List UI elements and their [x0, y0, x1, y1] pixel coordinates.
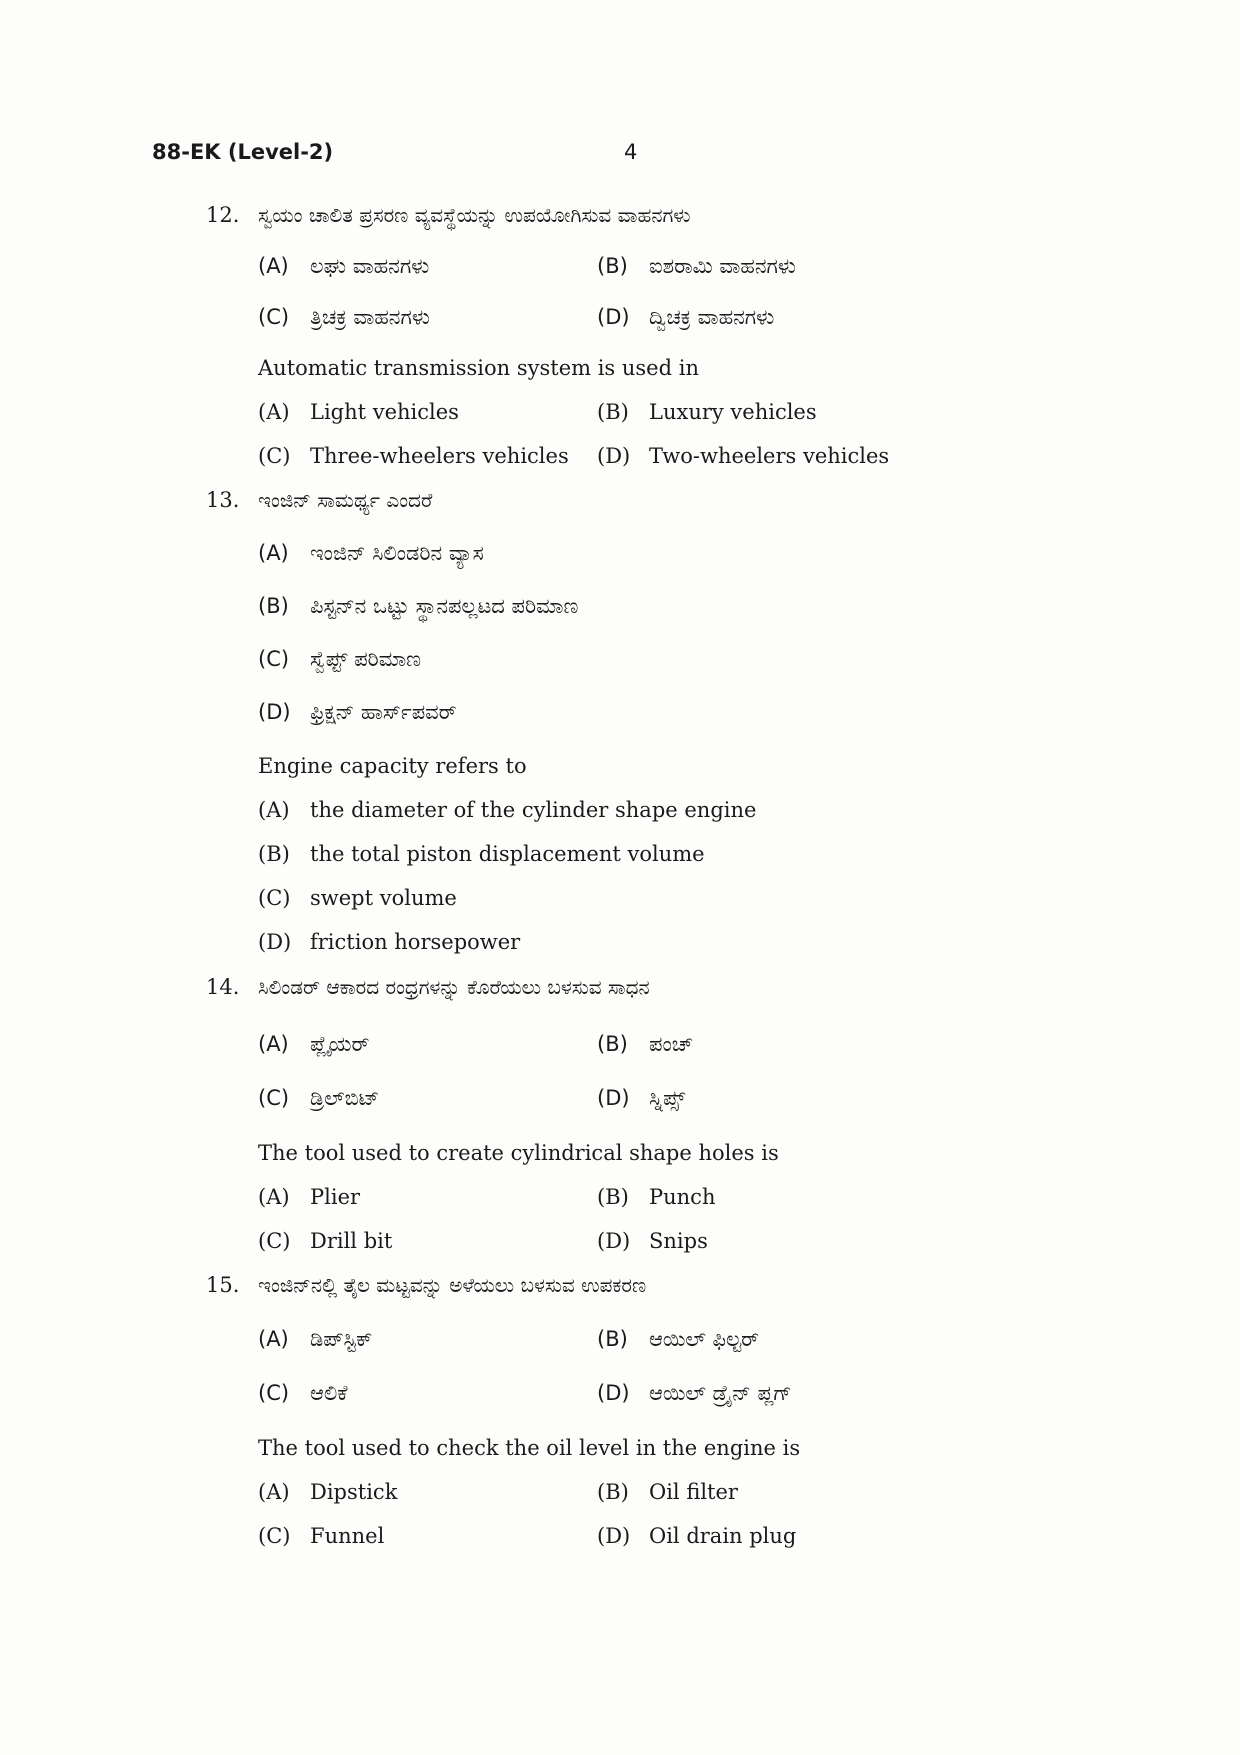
option-text: ಸ್ನಿಪ್ಸ್ [649, 1086, 686, 1110]
option-label: (B) [597, 1480, 629, 1504]
option-text: Punch [649, 1185, 716, 1209]
option-d-english [597, 444, 889, 468]
option-d-english [597, 1229, 708, 1253]
option-c-kannada [258, 647, 421, 672]
option-text: swept volume [310, 886, 457, 910]
option-a-kannada [258, 254, 429, 279]
option-text: the total piston displacement volume [310, 842, 705, 866]
option-a-english [258, 1185, 360, 1209]
option-label: (C) [258, 1086, 290, 1110]
question-stem-english: Automatic transmission system is used in [258, 356, 699, 380]
question-number: 13. [206, 488, 240, 512]
option-text: friction horsepower [310, 930, 521, 954]
option-c-kannada [258, 305, 430, 330]
option-b-kannada [258, 594, 578, 619]
option-d-kannada [597, 1086, 685, 1111]
question-number: 14. [206, 975, 240, 999]
option-text: ದ್ವಿಚಕ್ರ ವಾಹನಗಳು [649, 305, 775, 329]
option-label: (D) [597, 444, 631, 468]
option-label: (B) [597, 400, 629, 424]
option-a-kannada [258, 1032, 369, 1057]
option-text: Funnel [310, 1524, 385, 1548]
question-number: 15. [206, 1273, 240, 1297]
option-label: (C) [258, 1524, 291, 1548]
paper-code: 88-EK (Level-2) [152, 140, 334, 164]
option-label: (D) [597, 1086, 630, 1110]
option-text: the diameter of the cylinder shape engine [310, 798, 757, 822]
question-stem-english: The tool used to check the oil level in the engine is [258, 1436, 801, 1460]
option-label: (A) [258, 1327, 289, 1351]
option-text: ಪಂಚ್ [649, 1032, 693, 1056]
option-b-english [258, 842, 705, 866]
option-text: ಆಯಿಲ್ ಡ್ರೈನ್ ಪ್ಲಗ್ [649, 1381, 792, 1405]
option-b-kannada [597, 1327, 759, 1352]
option-label: (C) [258, 1381, 290, 1405]
option-a-kannada [258, 1327, 372, 1352]
question-stem-kannada: ಸಿಲಿಂಡರ್ ಆಕಾರದ ರಂಧ್ರಗಳನ್ನು ಕೊರೆಯಲು ಬಳಸುವ ಸಾಧನ [258, 975, 650, 999]
option-text: Light vehicles [310, 400, 459, 424]
option-text: ಡ್ರಿಲ್‌ಬಿಟ್ [310, 1086, 380, 1110]
option-c-english [258, 1229, 392, 1253]
option-text: Plier [310, 1185, 361, 1209]
option-text: ಪ್ಲೈಯರ್ [310, 1032, 370, 1056]
option-text: Dipstick [310, 1480, 398, 1504]
option-b-kannada [597, 254, 796, 279]
option-label: (B) [597, 254, 628, 278]
option-label: (D) [597, 305, 630, 329]
option-text: Oil drain plug [649, 1524, 797, 1548]
question-stem-english: Engine capacity refers to [258, 754, 527, 778]
option-text: ಐಶರಾಮಿ ವಾಹನಗಳು [649, 254, 796, 278]
option-text: ಲಘು ವಾಹನಗಳು [310, 254, 430, 278]
option-d-kannada [597, 305, 774, 330]
option-text: ಆಲಿಕೆ [310, 1381, 348, 1405]
option-label: (A) [258, 254, 289, 278]
option-c-english [258, 444, 569, 468]
option-text: Luxury vehicles [649, 400, 817, 424]
option-text: ಇಂಜಿನ್ ಸಿಲಿಂಡರಿನ ವ್ಯಾಸ [310, 541, 484, 565]
option-label: (A) [258, 541, 289, 565]
question-stem-kannada: ಇಂಜಿನ್‌ನಲ್ಲಿ ತೈಲ ಮಟ್ಟವನ್ನು ಅಳೆಯಲು ಬಳಸುವ ಉಪಕರಣ [258, 1273, 647, 1297]
option-label: (A) [258, 1480, 290, 1504]
option-label: (A) [258, 400, 290, 424]
option-d-english [258, 930, 520, 954]
question-stem-kannada: ಇಂಜಿನ್ ಸಾಮರ್ಥ್ಯ ಎಂದರೆ [258, 488, 433, 512]
option-b-english [597, 1480, 738, 1504]
option-a-english [258, 1480, 397, 1504]
option-label: (D) [258, 930, 292, 954]
option-label: (A) [258, 798, 290, 822]
option-d-kannada [258, 700, 457, 725]
question-number: 12. [206, 203, 240, 227]
option-text: ಡಿಪ್‌ಸ್ಟಿಕ್ [310, 1327, 373, 1351]
option-text: ತ್ರಿಚಕ್ರ ವಾಹನಗಳು [310, 305, 430, 329]
option-b-english [597, 400, 817, 424]
option-label: (B) [258, 842, 290, 866]
option-b-kannada [597, 1032, 693, 1057]
option-text: Oil filter [649, 1480, 738, 1504]
option-d-english [597, 1524, 796, 1548]
option-a-english [258, 798, 756, 822]
option-b-english [597, 1185, 715, 1209]
option-d-kannada [597, 1381, 792, 1406]
page-number: 4 [624, 140, 638, 164]
option-text: Snips [649, 1229, 708, 1253]
option-c-kannada [258, 1381, 348, 1406]
option-a-english [258, 400, 459, 424]
option-c-kannada [258, 1086, 379, 1111]
option-label: (B) [258, 594, 289, 618]
option-text: ಪಿಸ್ಟನ್‌ನ ಒಟ್ಟು ಸ್ಥಾನಪಲ್ಲಟದ ಪರಿಮಾಣ [310, 594, 579, 618]
option-label: (C) [258, 647, 290, 671]
option-label: (C) [258, 444, 291, 468]
question-stem-english: The tool used to create cylindrical shape holes is [258, 1141, 779, 1165]
option-a-kannada [258, 541, 484, 566]
option-label: (D) [258, 700, 291, 724]
question-stem-kannada: ಸ್ವಯಂ ಚಾಲಿತ ಪ್ರಸರಣ ವ್ಯವಸ್ಥೆಯನ್ನು ಉಪಯೋಗಿಸುವ ವಾಹನಗಳು [258, 203, 691, 227]
option-label: (B) [597, 1327, 628, 1351]
option-c-english [258, 1524, 384, 1548]
option-c-english [258, 886, 457, 910]
option-label: (D) [597, 1524, 631, 1548]
option-label: (C) [258, 886, 291, 910]
option-text: Drill bit [310, 1229, 393, 1253]
option-text: Three-wheelers vehicles [310, 444, 569, 468]
option-label: (B) [597, 1032, 628, 1056]
option-label: (A) [258, 1185, 290, 1209]
option-text: ಆಯಿಲ್ ಫಿಲ್ಟರ್ [649, 1327, 759, 1351]
option-label: (A) [258, 1032, 289, 1056]
option-text: Two-wheelers vehicles [649, 444, 890, 468]
option-text: ಫ್ರಿಕ್ಷನ್ ಹಾರ್ಸ್‌ಪವರ್ [310, 700, 457, 724]
option-label: (D) [597, 1381, 630, 1405]
option-text: ಸ್ವೆಪ್ಟ್ ಪರಿಮಾಣ [310, 647, 422, 671]
option-label: (D) [597, 1229, 631, 1253]
option-label: (C) [258, 1229, 291, 1253]
option-label: (B) [597, 1185, 629, 1209]
option-label: (C) [258, 305, 290, 329]
